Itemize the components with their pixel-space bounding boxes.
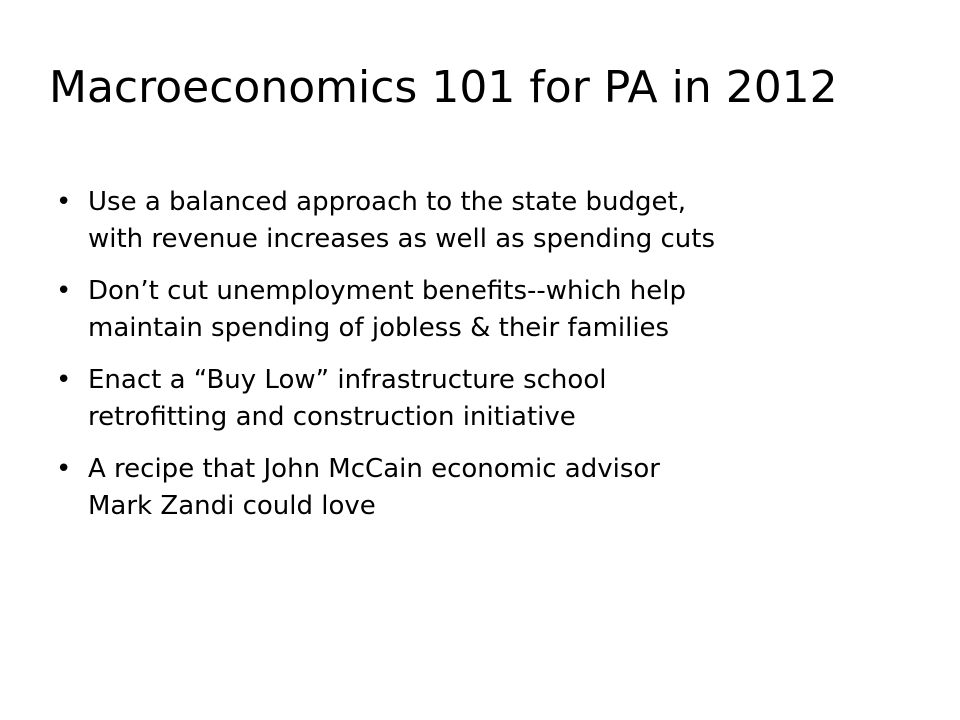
bullet-icon: • [56, 454, 72, 484]
bullet-text-line: Don’t cut unemployment benefits--which help [88, 276, 686, 306]
bullet-text-line: retrofitting and construction initiative [88, 402, 576, 432]
bullet-icon: • [56, 276, 72, 306]
bullet-text-line: maintain spending of jobless & their families [88, 313, 670, 343]
bullet-item-1 [52, 184, 912, 258]
bullet-text-line: with revenue increases as well as spending cuts [88, 224, 716, 254]
bullet-text-line: Enact a “Buy Low” infrastructure school [88, 365, 607, 395]
bullet-list [52, 184, 912, 540]
slide-title: Macroeconomics 101 for PA in 2012 [49, 62, 838, 113]
bullet-item-2 [52, 273, 912, 347]
bullet-icon: • [56, 187, 72, 217]
bullet-item-4 [52, 451, 912, 525]
bullet-item-3 [52, 362, 912, 436]
bullet-text-line: A recipe that John McCain economic advisor [88, 454, 660, 484]
bullet-icon: • [56, 365, 72, 395]
bullet-text-line: Mark Zandi could love [88, 491, 376, 521]
bullet-text-line: Use a balanced approach to the state budget, [88, 187, 686, 217]
